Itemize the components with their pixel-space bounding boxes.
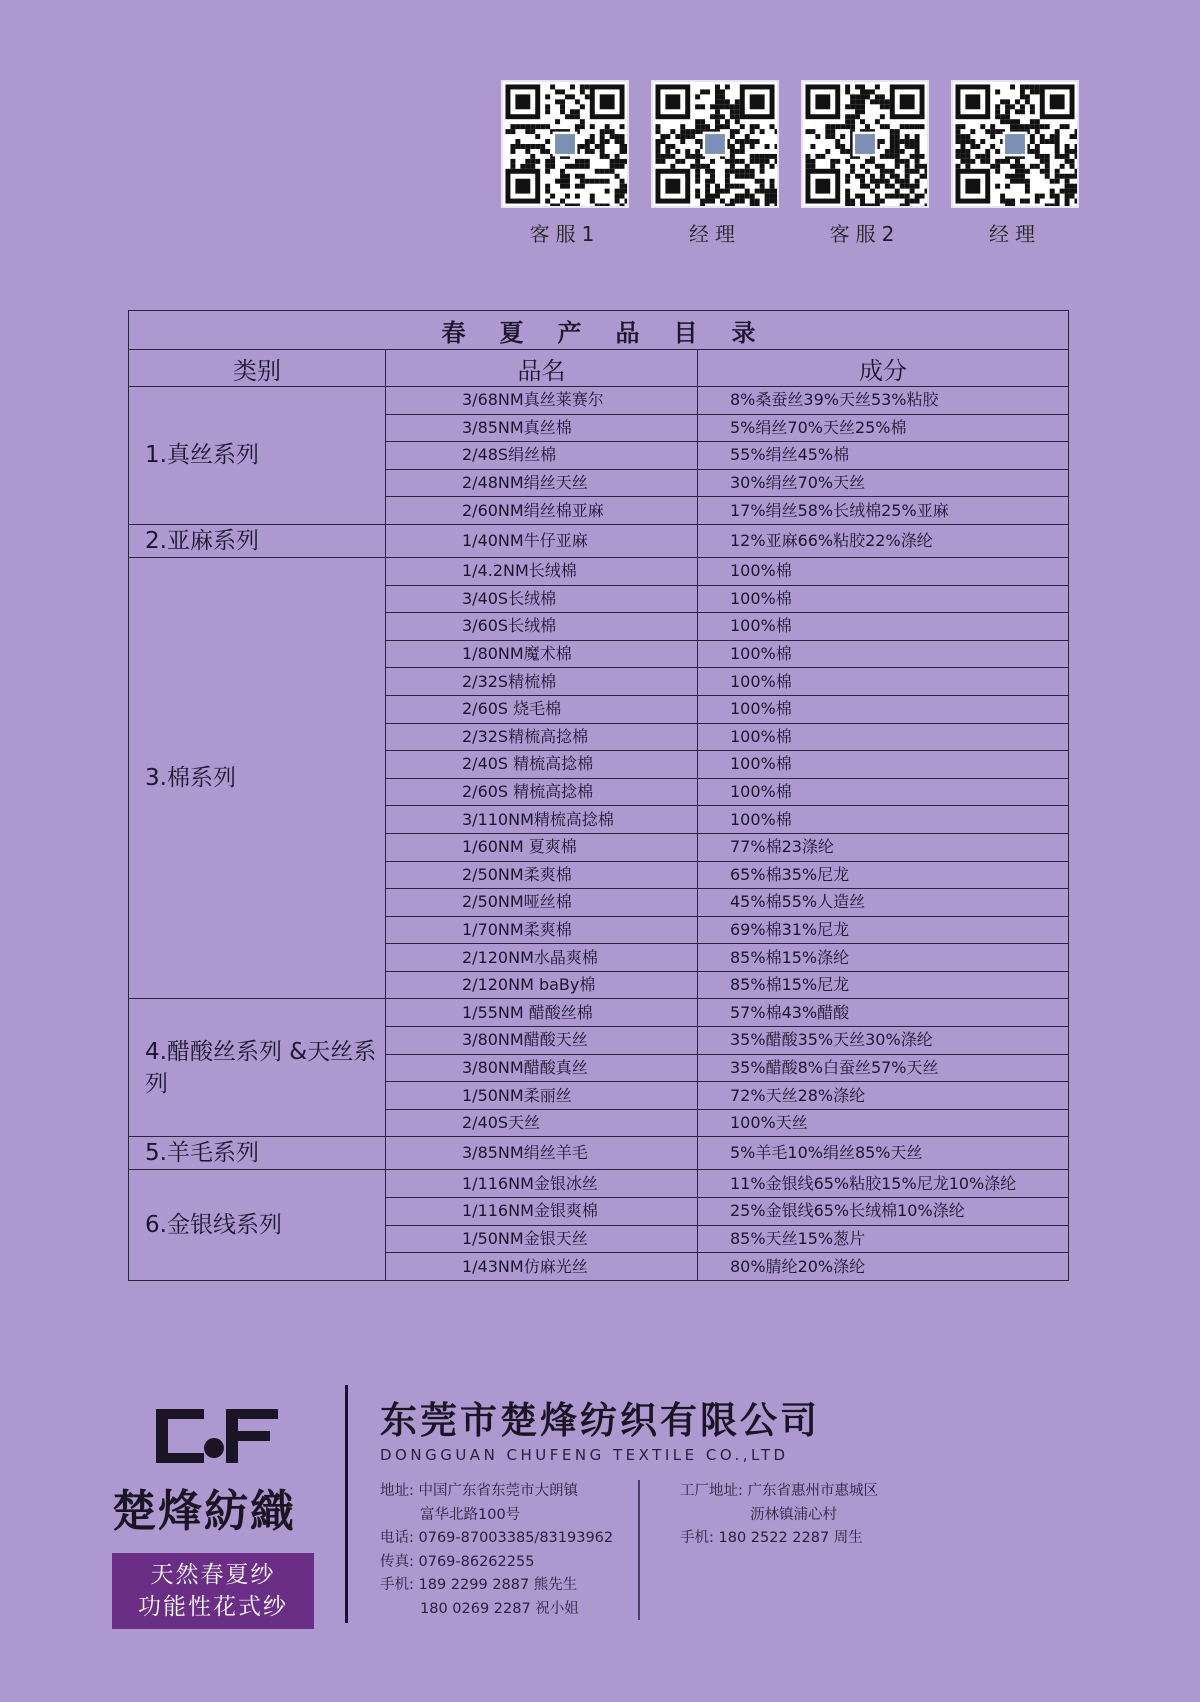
factory-mobile: 手机: 180 2522 2287 周生	[680, 1530, 863, 1546]
product-name-cell: 2/50NM柔爽棉	[386, 861, 698, 889]
factory-contact	[680, 1480, 878, 1551]
composition-cell: 5%羊毛10%绢丝85%天丝	[698, 1137, 1069, 1170]
mobile-1: 手机: 189 2299 2887 熊先生	[380, 1577, 578, 1593]
product-name-cell: 1/50NM金银天丝	[386, 1225, 698, 1253]
address-line-1: 地址: 中国广东省东莞市大朗镇	[380, 1483, 578, 1499]
product-name-cell: 2/48NM绢丝天丝	[386, 469, 698, 497]
company-name-cn: 东莞市楚烽纺织有限公司	[380, 1399, 820, 1442]
company-header	[380, 1390, 820, 1464]
product-name-cell: 1/50NM柔丽丝	[386, 1082, 698, 1110]
qr-label: 经理	[689, 222, 741, 246]
composition-cell: 100%棉	[698, 613, 1069, 641]
composition-cell: 85%棉15%涤纶	[698, 944, 1069, 972]
product-name-cell: 2/40S天丝	[386, 1109, 698, 1137]
composition-cell: 85%棉15%尼龙	[698, 971, 1069, 999]
qr-code-4[interactable]	[950, 80, 1080, 247]
product-name-cell: 1/116NM金银爽棉	[386, 1198, 698, 1226]
product-name-cell: 2/32S精梳棉	[386, 668, 698, 696]
composition-cell: 100%棉	[698, 640, 1069, 668]
product-name-cell: 3/80NM醋酸天丝	[386, 1027, 698, 1055]
category-cell: 3.棉系列	[129, 557, 386, 999]
brand-block	[112, 1405, 322, 1629]
composition-cell: 65%棉35%尼龙	[698, 861, 1069, 889]
product-name-cell: 1/40NM牛仔亚麻	[386, 524, 698, 557]
office-contact	[380, 1480, 613, 1621]
category-cell: 1.真丝系列	[129, 387, 386, 525]
product-name-cell: 1/60NM 夏爽棉	[386, 833, 698, 861]
product-name-cell: 2/60S 烧毛棉	[386, 695, 698, 723]
qr-code-icon[interactable]	[501, 80, 629, 208]
composition-cell: 8%桑蚕丝39%天丝53%粘胶	[698, 387, 1069, 415]
slogan-line-2: 功能性花式纱	[138, 1594, 288, 1620]
mobile-2: 180 0269 2287 祝小姐	[420, 1600, 579, 1617]
qr-code-2[interactable]	[650, 80, 780, 247]
composition-cell: 100%棉	[698, 668, 1069, 696]
composition-cell: 100%棉	[698, 778, 1069, 806]
qr-code-icon[interactable]	[801, 80, 929, 208]
composition-cell: 17%绢丝58%长绒棉25%亚麻	[698, 497, 1069, 525]
composition-cell: 5%绢丝70%天丝25%棉	[698, 414, 1069, 442]
product-name-cell: 1/55NM 醋酸丝棉	[386, 999, 698, 1027]
qr-code-row	[500, 80, 1090, 250]
product-name-cell: 2/32S精梳高捻棉	[386, 723, 698, 751]
qr-code-1[interactable]	[500, 80, 630, 247]
product-name-cell: 2/60S 精梳高捻棉	[386, 778, 698, 806]
composition-cell: 85%天丝15%葱片	[698, 1225, 1069, 1253]
composition-cell: 100%棉	[698, 751, 1069, 779]
brand-name: 楚烽紡織	[112, 1486, 296, 1537]
composition-cell: 100%棉	[698, 695, 1069, 723]
product-name-cell: 1/80NM魔术棉	[386, 640, 698, 668]
qr-label: 经理	[989, 222, 1041, 246]
table-row	[129, 1170, 1069, 1198]
table-row	[129, 999, 1069, 1027]
product-name-cell: 1/4.2NM长绒棉	[386, 557, 698, 585]
composition-cell: 80%腈纶20%涤纶	[698, 1253, 1069, 1281]
factory-address-line-1: 工厂地址: 广东省惠州市惠城区	[680, 1483, 878, 1499]
table-row	[129, 524, 1069, 557]
catalog-body	[129, 387, 1069, 1281]
company-name-en: DONGGUAN CHUFENG TEXTILE CO.,LTD	[380, 1446, 789, 1464]
product-name-cell: 2/48S绢丝棉	[386, 442, 698, 470]
cf-logo-icon	[152, 1405, 282, 1467]
product-name-cell: 2/120NM baBy棉	[386, 971, 698, 999]
header-composition: 成分	[698, 350, 1069, 387]
catalog-table	[128, 310, 1069, 1281]
product-catalog	[128, 310, 1068, 1281]
divider	[345, 1385, 348, 1623]
composition-cell: 100%棉	[698, 585, 1069, 613]
composition-cell: 11%金银线65%粘胶15%尼龙10%涤纶	[698, 1170, 1069, 1198]
composition-cell: 45%棉55%人造丝	[698, 889, 1069, 917]
slogan-line-1: 天然春夏纱	[150, 1562, 276, 1588]
table-row	[129, 1137, 1069, 1170]
composition-cell: 77%棉23涤纶	[698, 833, 1069, 861]
product-name-cell: 1/43NM仿麻光丝	[386, 1253, 698, 1281]
product-name-cell: 3/40S长绒棉	[386, 585, 698, 613]
composition-cell: 12%亚麻66%粘胶22%涤纶	[698, 524, 1069, 557]
category-cell: 4.醋酸丝系列 &天丝系列	[129, 999, 386, 1137]
product-name-cell: 2/60NM绢丝棉亚麻	[386, 497, 698, 525]
category-cell: 6.金银线系列	[129, 1170, 386, 1280]
composition-cell: 72%天丝28%涤纶	[698, 1082, 1069, 1110]
product-name-cell: 2/120NM水晶爽棉	[386, 944, 698, 972]
table-row	[129, 387, 1069, 415]
factory-address-line-2: 沥林镇浦心村	[750, 1506, 837, 1523]
composition-cell: 55%绢丝45%棉	[698, 442, 1069, 470]
product-name-cell: 3/110NM精梳高捻棉	[386, 806, 698, 834]
phone: 电话: 0769-87003385/83193962	[380, 1530, 614, 1546]
composition-cell: 100%天丝	[698, 1109, 1069, 1137]
header-category: 类别	[129, 350, 386, 387]
header-name: 品名	[386, 350, 698, 387]
catalog-title: 春夏产品目录	[129, 311, 1069, 350]
composition-cell: 57%棉43%醋酸	[698, 999, 1069, 1027]
table-row	[129, 557, 1069, 585]
product-name-cell: 3/80NM醋酸真丝	[386, 1054, 698, 1082]
qr-code-icon[interactable]	[651, 80, 779, 208]
composition-cell: 25%金银线65%长绒棉10%涤纶	[698, 1198, 1069, 1226]
composition-cell: 30%绢丝70%天丝	[698, 469, 1069, 497]
qr-code-3[interactable]	[800, 80, 930, 247]
product-name-cell: 3/68NM真丝莱赛尔	[386, 387, 698, 415]
composition-cell: 100%棉	[698, 806, 1069, 834]
qr-label: 客服2	[829, 222, 901, 246]
qr-label: 客服1	[529, 222, 601, 246]
product-name-cell: 3/60S长绒棉	[386, 613, 698, 641]
product-name-cell: 3/85NM绢丝羊毛	[386, 1137, 698, 1170]
product-name-cell: 2/40S 精梳高捻棉	[386, 751, 698, 779]
composition-cell: 35%醋酸8%白蚕丝57%天丝	[698, 1054, 1069, 1082]
brand-slogan	[112, 1553, 314, 1629]
composition-cell: 69%棉31%尼龙	[698, 916, 1069, 944]
divider	[638, 1480, 640, 1620]
product-name-cell: 2/50NM哑丝棉	[386, 889, 698, 917]
composition-cell: 100%棉	[698, 557, 1069, 585]
fax: 传真: 0769-86262255	[380, 1553, 535, 1570]
composition-cell: 35%醋酸35%天丝30%涤纶	[698, 1027, 1069, 1055]
product-name-cell: 3/85NM真丝棉	[386, 414, 698, 442]
product-name-cell: 1/116NM金银冰丝	[386, 1170, 698, 1198]
product-name-cell: 1/70NM柔爽棉	[386, 916, 698, 944]
composition-cell: 100%棉	[698, 723, 1069, 751]
address-line-2: 富华北路100号	[420, 1506, 521, 1523]
category-cell: 2.亚麻系列	[129, 524, 386, 557]
category-cell: 5.羊毛系列	[129, 1137, 386, 1170]
qr-code-icon[interactable]	[951, 80, 1079, 208]
